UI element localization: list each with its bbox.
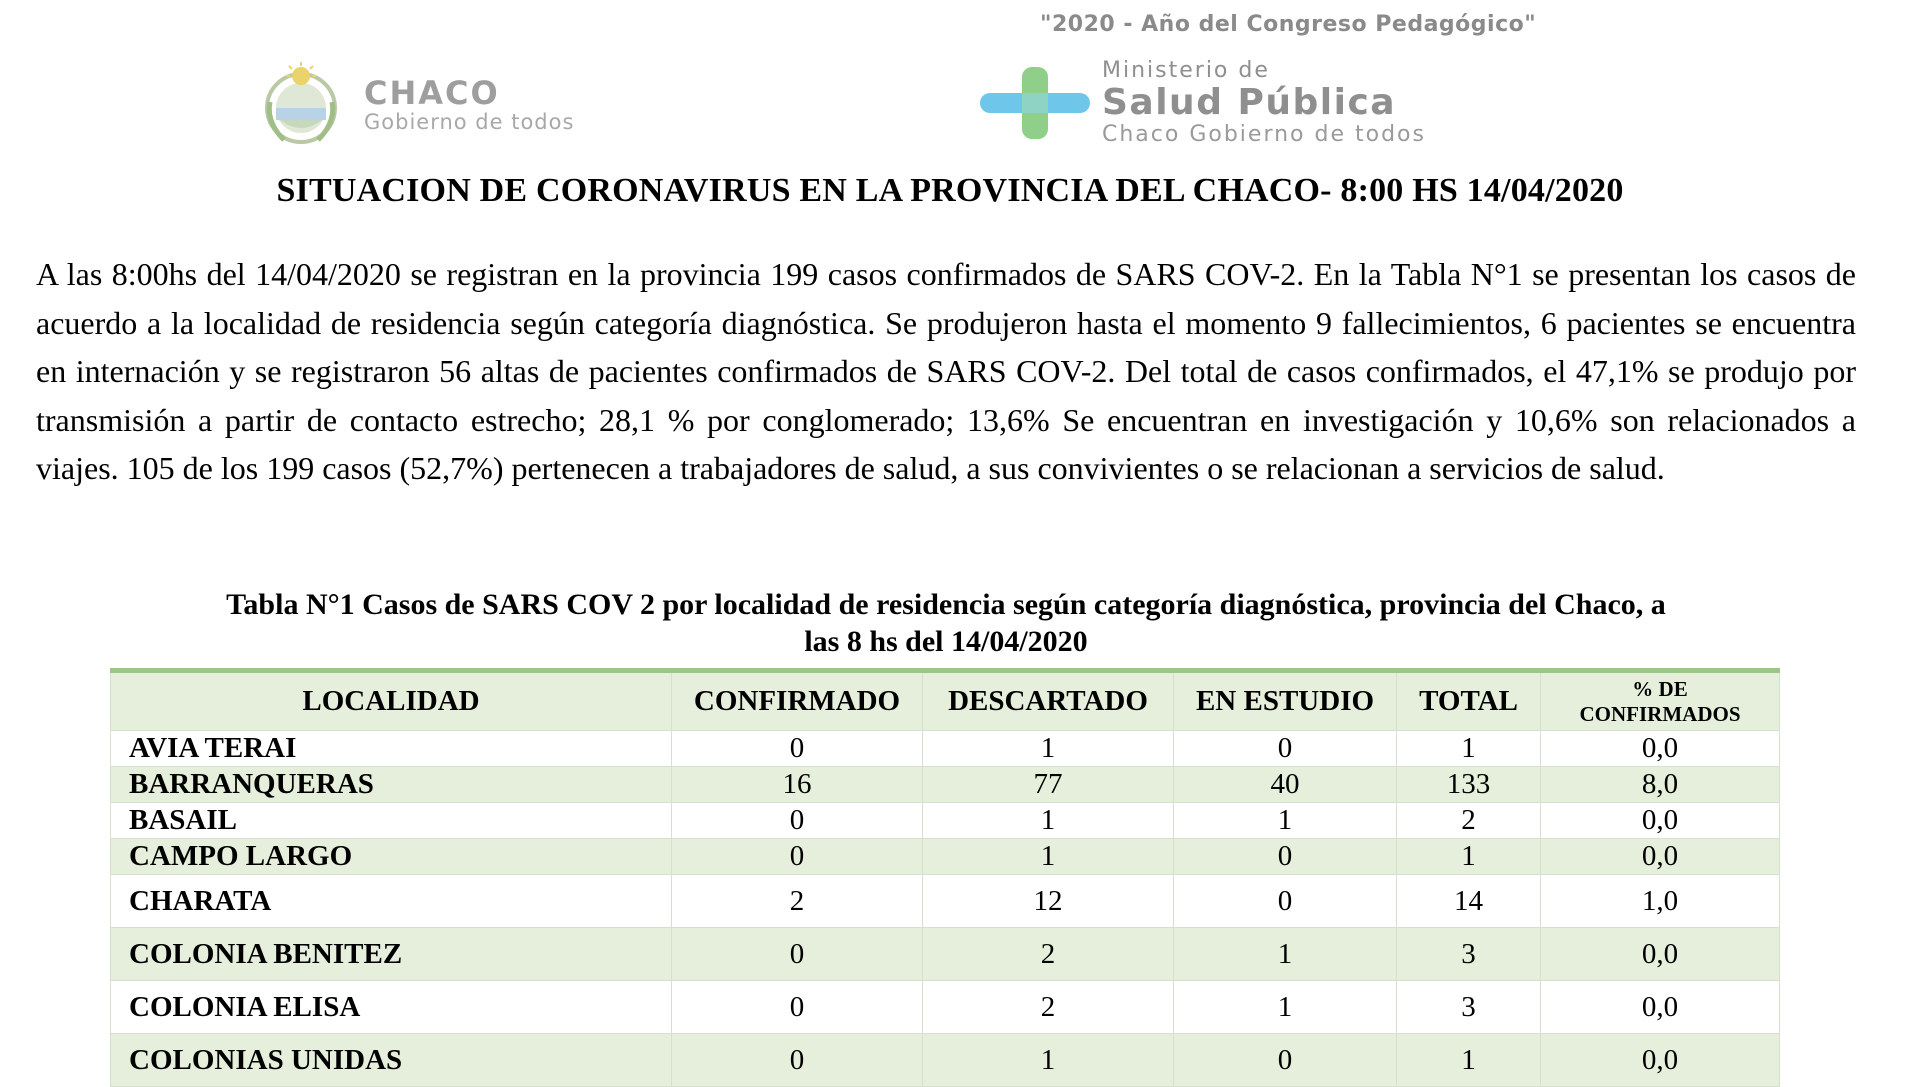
cell-confirmado: 0 — [672, 731, 923, 767]
header-pct-confirmados — [1541, 671, 1780, 731]
cell-localidad: AVIA TERAI — [111, 731, 672, 767]
cell-pct: 0,0 — [1541, 928, 1780, 981]
cell-total: 2 — [1397, 803, 1541, 839]
cell-confirmado: 0 — [672, 981, 923, 1034]
page-title: SITUACION DE CORONAVIRUS EN LA PROVINCIA DEL CHACO- 8:00 HS 14/04/2020 — [276, 172, 1624, 209]
ministry-line-2: Salud Pública — [1102, 82, 1397, 123]
cell-localidad: CHARATA — [111, 875, 672, 928]
cell-pct: 0,0 — [1541, 981, 1780, 1034]
cell-localidad: BASAIL — [111, 803, 672, 839]
cell-pct: 0,0 — [1541, 803, 1780, 839]
cell-total: 1 — [1397, 1034, 1541, 1087]
cell-pct: 0,0 — [1541, 839, 1780, 875]
cell-confirmado: 16 — [672, 767, 923, 803]
cell-confirmado: 0 — [672, 839, 923, 875]
cell-en-estudio: 1 — [1174, 928, 1397, 981]
cell-localidad: COLONIA BENITEZ — [111, 928, 672, 981]
cell-total: 3 — [1397, 928, 1541, 981]
cell-en-estudio: 0 — [1174, 1034, 1397, 1087]
cell-pct: 8,0 — [1541, 767, 1780, 803]
cell-en-estudio: 1 — [1174, 981, 1397, 1034]
ministry-line-1: Ministerio de — [1102, 58, 1270, 83]
header-pct-line-1: % DE — [1632, 676, 1688, 701]
table-row — [111, 767, 1780, 803]
chaco-logo — [258, 62, 574, 148]
cell-en-estudio: 1 — [1174, 803, 1397, 839]
cell-descartado: 77 — [923, 767, 1174, 803]
header-en-estudio: EN ESTUDIO — [1174, 671, 1397, 731]
cell-total: 3 — [1397, 981, 1541, 1034]
table-row — [111, 928, 1780, 981]
cell-confirmado: 0 — [672, 803, 923, 839]
cell-en-estudio: 40 — [1174, 767, 1397, 803]
cell-descartado: 2 — [923, 928, 1174, 981]
cell-confirmado: 2 — [672, 875, 923, 928]
cell-confirmado: 0 — [672, 1034, 923, 1087]
cell-total: 14 — [1397, 875, 1541, 928]
cell-en-estudio: 0 — [1174, 875, 1397, 928]
header-descartado: DESCARTADO — [923, 671, 1174, 731]
cell-en-estudio: 0 — [1174, 839, 1397, 875]
cell-localidad: COLONIA ELISA — [111, 981, 672, 1034]
cell-localidad: BARRANQUERAS — [111, 767, 672, 803]
chaco-logo-subtitle: Gobierno de todos — [364, 110, 575, 134]
table-caption — [110, 586, 1782, 660]
table-caption-line-1: Tabla N°1 Casos de SARS COV 2 por localidad de residencia según categoría diagnóstica, provincia del Chaco, a — [226, 588, 1666, 621]
cell-descartado: 1 — [923, 1034, 1174, 1087]
cell-descartado: 2 — [923, 981, 1174, 1034]
table-row — [111, 731, 1780, 767]
cell-pct: 0,0 — [1541, 1034, 1780, 1087]
cell-localidad: CAMPO LARGO — [111, 839, 672, 875]
cell-pct: 0,0 — [1541, 731, 1780, 767]
cell-descartado: 1 — [923, 839, 1174, 875]
cell-confirmado: 0 — [672, 928, 923, 981]
cell-descartado: 1 — [923, 731, 1174, 767]
chaco-emblem-icon — [258, 62, 344, 148]
cell-pct: 1,0 — [1541, 875, 1780, 928]
header-localidad: LOCALIDAD — [111, 671, 672, 731]
cases-table — [110, 668, 1780, 1087]
header-total: TOTAL — [1397, 671, 1541, 731]
ministry-logo — [980, 58, 1426, 148]
table-row — [111, 803, 1780, 839]
cell-descartado: 1 — [923, 803, 1174, 839]
cell-total: 1 — [1397, 731, 1541, 767]
cell-localidad: COLONIAS UNIDAS — [111, 1034, 672, 1087]
health-cross-icon — [980, 67, 1090, 139]
cell-en-estudio: 0 — [1174, 731, 1397, 767]
ministry-line-3: Chaco Gobierno de todos — [1102, 122, 1426, 147]
year-motto: "2020 - Año del Congreso Pedagógico" — [1040, 12, 1537, 37]
cell-descartado: 12 — [923, 875, 1174, 928]
table-row — [111, 981, 1780, 1034]
summary-paragraph: A las 8:00hs del 14/04/2020 se registran en la provincia 199 casos confirmados de SARS COV-2. En la Tabla N°1 se presentan los casos de acuerdo a la localidad de residencia según categoría diagnóstica. Se produjeron hasta el momento 9 fallecimientos, 6 pacientes se encuentra en internación y se registraron 56 altas de pacientes confirmados de SARS COV-2. Del total de casos confirmados, el 47,1% se produjo por transmisión a partir de contacto estrecho; 28,1 % por conglomerado; 13,6% Se encuentran en investigación y 10,6% son relacionados a viajes. 105 de los 199 casos (52,7%) pertenecen a trabajadores de salud, a sus convivientes o se relacionan a servicios de salud. — [36, 256, 1856, 487]
cell-total: 133 — [1397, 767, 1541, 803]
header-pct-line-2: CONFIRMADOS — [1579, 701, 1741, 726]
table-header-row — [111, 671, 1780, 731]
chaco-logo-name: CHACO — [364, 74, 500, 112]
table-row — [111, 839, 1780, 875]
header-confirmado: CONFIRMADO — [672, 671, 923, 731]
cell-total: 1 — [1397, 839, 1541, 875]
table-caption-line-2: las 8 hs del 14/04/2020 — [804, 625, 1088, 658]
table-row — [111, 875, 1780, 928]
table-row — [111, 1034, 1780, 1087]
